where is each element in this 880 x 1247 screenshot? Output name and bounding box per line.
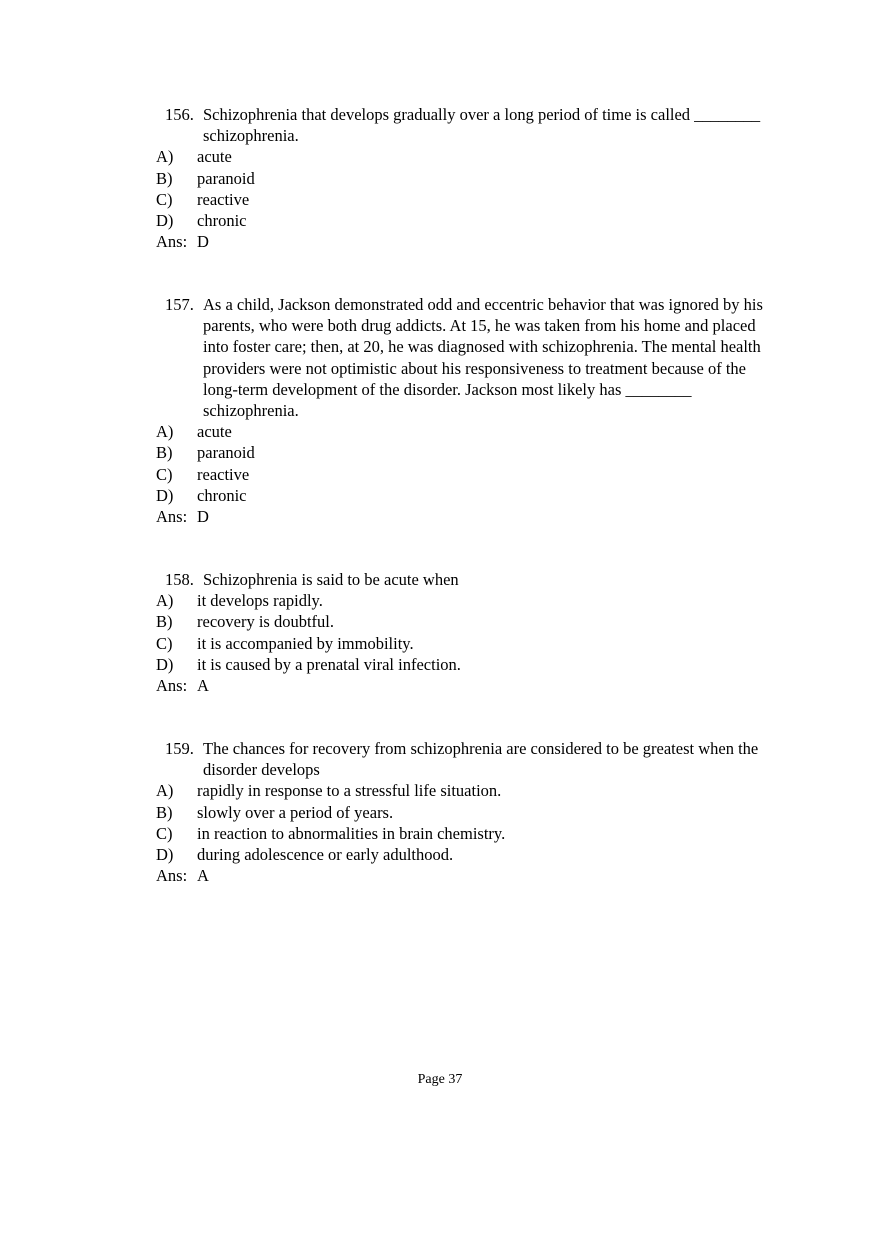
option-text: acute <box>197 147 232 167</box>
question-157 <box>156 294 776 527</box>
option-d <box>156 210 776 231</box>
option-text: recovery is doubtful. <box>197 612 335 632</box>
option-c <box>156 823 776 844</box>
option-letter: D) <box>156 654 174 674</box>
option-letter: A) <box>156 422 174 442</box>
question-159 <box>156 738 776 886</box>
answer-line <box>156 865 776 886</box>
option-d <box>156 485 776 506</box>
option-letter: C) <box>156 823 173 843</box>
question-158 <box>156 569 776 696</box>
option-letter: D) <box>156 844 174 864</box>
question-text: As a child, Jackson demonstrated odd and eccentric behavior that was ignored by his parents, who were both drug addicts. At 15, he was taken from his home and placed into foster care; then, at 20, he was diagnosed with schizophrenia. The mental health providers were not optimistic about his responsiveness to treatment because of the long-term development of the disorder. Jackson most likely has ________ schizophrenia. <box>203 295 763 421</box>
question-stem <box>156 294 776 421</box>
option-text: it is accompanied by immobility. <box>197 633 414 653</box>
option-c <box>156 189 776 210</box>
option-b <box>156 611 776 632</box>
question-text: Schizophrenia that develops gradually over a long period of time is called ________ schizophrenia. <box>203 105 761 146</box>
answer-value: A <box>197 675 209 695</box>
option-letter: D) <box>156 485 174 505</box>
answer-line <box>156 506 776 527</box>
option-letter: B) <box>156 612 173 632</box>
question-156 <box>156 104 776 252</box>
question-stem <box>156 104 776 146</box>
option-letter: A) <box>156 147 174 167</box>
answer-label: Ans: <box>156 866 188 886</box>
option-c <box>156 633 776 654</box>
question-text: Schizophrenia is said to be acute when <box>203 570 459 589</box>
option-c <box>156 464 776 485</box>
option-b <box>156 802 776 823</box>
option-text: it develops rapidly. <box>197 591 323 611</box>
option-text: chronic <box>197 485 247 505</box>
option-text: paranoid <box>197 443 255 463</box>
option-text: reactive <box>197 464 250 484</box>
option-letter: B) <box>156 802 173 822</box>
option-text: in reaction to abnormalities in brain chemistry. <box>197 823 506 843</box>
option-letter: A) <box>156 781 174 801</box>
page-number: Page 37 <box>417 1072 463 1087</box>
option-text: slowly over a period of years. <box>197 802 394 822</box>
option-text: chronic <box>197 210 247 230</box>
answer-line <box>156 675 776 696</box>
option-b <box>156 442 776 463</box>
option-letter: A) <box>156 591 174 611</box>
option-text: acute <box>197 422 232 442</box>
option-a <box>156 421 776 442</box>
question-stem <box>156 569 776 590</box>
question-stem <box>156 738 776 780</box>
option-a <box>156 146 776 167</box>
option-text: paranoid <box>197 168 255 188</box>
option-d <box>156 654 776 675</box>
answer-line <box>156 231 776 252</box>
answer-label: Ans: <box>156 506 188 526</box>
option-text: rapidly in response to a stressful life situation. <box>197 781 502 801</box>
option-a <box>156 780 776 801</box>
answer-label: Ans: <box>156 675 188 695</box>
option-text: it is caused by a prenatal viral infection. <box>197 654 461 674</box>
option-letter: D) <box>156 210 174 230</box>
option-d <box>156 844 776 865</box>
option-text: reactive <box>197 189 250 209</box>
option-letter: B) <box>156 168 173 188</box>
option-text: during adolescence or early adulthood. <box>197 844 454 864</box>
option-letter: B) <box>156 443 173 463</box>
answer-value: D <box>197 506 209 526</box>
answer-label: Ans: <box>156 232 188 252</box>
option-letter: C) <box>156 633 173 653</box>
option-letter: C) <box>156 189 173 209</box>
question-text: The chances for recovery from schizophrenia are considered to be greatest when the disorder develops <box>203 739 759 780</box>
question-number: 157. <box>165 295 194 314</box>
question-number: 159. <box>165 739 194 758</box>
question-number: 158. <box>165 570 194 589</box>
option-a <box>156 590 776 611</box>
answer-value: D <box>197 232 209 252</box>
answer-value: A <box>197 866 209 886</box>
option-letter: C) <box>156 464 173 484</box>
question-number: 156. <box>165 105 194 124</box>
option-b <box>156 168 776 189</box>
